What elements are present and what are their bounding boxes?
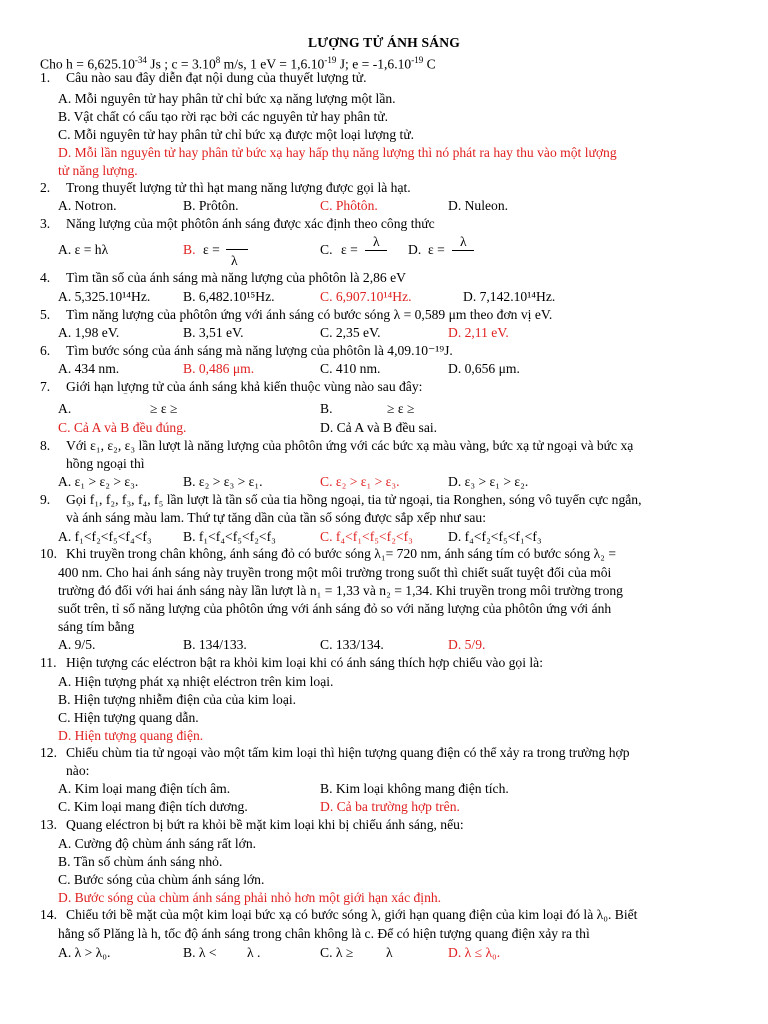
formula-c: ε = bbox=[341, 242, 358, 257]
question-text: Quang eléctron bị bứt ra khỏi bề mặt kim loại khi bị chiếu ánh sáng, nếu: bbox=[66, 817, 464, 832]
option-a: A. bbox=[58, 401, 72, 416]
question-text: Gọi f₁, f₂, f₃, f₄, f₅ lần lượt là tần số của tia hồng ngoại, tia tử ngoại, tia Ronghen, sóng vô tuyến cực ngắn, bbox=[66, 492, 642, 507]
formula-b-denominator: λ bbox=[231, 253, 238, 268]
option-b: B. f₁<f₄<f₅<f₂<f₃ bbox=[183, 529, 276, 544]
question-number: 14. bbox=[40, 907, 57, 922]
option-d-answer: D. Bước sóng của chùm ánh sáng phải nhỏ hơn một giới hạn xác định. bbox=[58, 890, 442, 905]
option-a: A. Hiện tượng phát xạ nhiệt eléctron trên kim loại. bbox=[58, 674, 334, 689]
option-a-formula: ≥ ε ≥ bbox=[150, 401, 178, 416]
option-a: A. Kim loại mang điện tích âm. bbox=[58, 781, 231, 796]
option-b: B. ε₂ > ε₃ > ε₁. bbox=[183, 474, 263, 489]
option-a: A. ε = hλ bbox=[58, 242, 109, 257]
question-text: Tìm năng lượng của phôtôn ứng với ánh sáng có bước sóng λ = 0,589 μm theo đơn vị eV. bbox=[66, 307, 553, 322]
option-d: D. Nuleon. bbox=[448, 198, 509, 213]
question-text: Giới hạn lượng tử của ánh sáng khả kiến thuộc vùng nào sau đây: bbox=[66, 379, 423, 394]
option-a: A. Mỗi nguyên tử hay phân tử chỉ bức xạ năng lượng một lần. bbox=[58, 91, 396, 106]
constants-line: Cho $h = 6,625.10^{-34}$ Js ; $c = 3.10^8$ m/s, 1 eV = $1,6.10^{-19}$ J; $e = -1,6.10^{-19}$ C bbox=[40, 55, 436, 72]
option-c: C. Hiện tượng quang dẫn. bbox=[58, 710, 199, 725]
formula-b: ε = bbox=[203, 242, 220, 257]
fraction-bar bbox=[226, 249, 248, 250]
option-c: C. 133/134. bbox=[320, 637, 384, 652]
question-text: Tìm bước sóng của ánh sáng mà năng lượng của phôtôn là 4,09.10⁻¹⁹J. bbox=[66, 343, 453, 358]
option-b: B. Prôtôn. bbox=[183, 198, 239, 213]
question-number: 1. bbox=[40, 70, 51, 85]
question-number: 2. bbox=[40, 180, 51, 195]
option-b: B. 134/133. bbox=[183, 637, 247, 652]
question-number: 3. bbox=[40, 216, 51, 231]
option-c: C. Kim loại mang điện tích dương. bbox=[58, 799, 248, 814]
option-d-answer: D. Cả ba trường hợp trên. bbox=[320, 799, 460, 814]
option-b: B. Hiện tượng nhiễm điện của của kim loại. bbox=[58, 692, 297, 707]
minus-mark: ‾ bbox=[124, 393, 127, 403]
question-text-cont: và ánh sáng màu lam. Thứ tự tăng dần của tần số sóng được sắp xếp như sau: bbox=[66, 510, 486, 525]
option-c-answer: C. f₄<f₁<f₅<f₂<f₃ bbox=[320, 529, 413, 544]
option-c: C. bbox=[320, 242, 333, 257]
option-d: D. 7,142.10¹⁴Hz. bbox=[463, 289, 556, 304]
option-d: D. Cả A và B đều sai. bbox=[320, 420, 438, 435]
fraction-bar bbox=[365, 250, 387, 251]
option-a: A. 434 nm. bbox=[58, 361, 120, 376]
question-number: 12. bbox=[40, 745, 57, 760]
page-title: LƯỢNG TỬ ÁNH SÁNG bbox=[307, 35, 461, 50]
option-b-answer: B. 0,486 μm. bbox=[183, 361, 255, 376]
option-d-answer: D. Hiện tượng quang điện. bbox=[58, 728, 204, 743]
option-d-answer-cont: tử năng lượng. bbox=[58, 163, 138, 178]
question-text: Năng lượng của một phôtôn ánh sáng được xác định theo công thức bbox=[66, 216, 435, 231]
question-text: Với ε₁, ε₂, ε₃ lần lượt là năng lượng của phôtôn ứng với các bức xạ màu vàng, bức xạ tử ngoại và bức xạ bbox=[66, 438, 634, 453]
question-text: Khi truyền trong chân không, ánh sáng đỏ có bước sóng λ₁= 720 nm, ánh sáng tím có bước sóng λ₂ = bbox=[66, 546, 616, 561]
question-number: 11. bbox=[40, 655, 57, 670]
question-text: Hiện tượng các eléctron bật ra khỏi kim loại khi có ánh sáng thích hợp chiếu vào gọi là: bbox=[66, 655, 543, 670]
question-text-cont: suốt trên, tỉ số năng lượng của phôtôn ứng với ánh sáng đỏ so với năng lượng của phôtôn ứng với ánh bbox=[58, 601, 612, 616]
question-text: Trong thuyết lượng tử thì hạt mang năng lượng được gọi là hạt. bbox=[66, 180, 411, 195]
option-b: B. Vật chất có cấu tạo rời rạc bởi các nguyên tử hay phân tử. bbox=[58, 109, 389, 124]
option-b: B. λ < bbox=[183, 945, 217, 960]
fraction-bar bbox=[452, 250, 474, 251]
question-number: 10. bbox=[40, 546, 57, 561]
option-c-answer: C. ε₂ > ε₁ > ε₃. bbox=[320, 474, 400, 489]
question-text-cont: hồng ngoại thì bbox=[66, 456, 145, 471]
question-text-cont: sáng tím bằng bbox=[58, 619, 135, 634]
option-c: C. Mỗi nguyên tử hay phân tử chỉ bức xạ được một loại lượng tử. bbox=[58, 127, 415, 142]
option-b: B. Kim loại không mang điện tích. bbox=[320, 781, 509, 796]
option-d-answer: D. 2,11 eV. bbox=[448, 325, 509, 340]
option-a: A. 5,325.10¹⁴Hz. bbox=[58, 289, 151, 304]
option-c-answer: C. Cả A và B đều đúng. bbox=[58, 420, 187, 435]
option-a: A. Cường độ chùm ánh sáng rất lớn. bbox=[58, 836, 257, 851]
option-a: A. Notron. bbox=[58, 198, 117, 213]
question-number: 9. bbox=[40, 492, 51, 507]
question-number: 5. bbox=[40, 307, 51, 322]
option-c-answer: C. Phôtôn. bbox=[320, 198, 378, 213]
option-d-answer: D. 5/9. bbox=[448, 637, 486, 652]
option-b-formula: ≥ ε ≥ bbox=[387, 401, 415, 416]
option-c-tail: λ bbox=[386, 945, 393, 960]
option-b: B. 3,51 eV. bbox=[183, 325, 244, 340]
formula-d: ε = bbox=[428, 242, 445, 257]
option-d-answer: D. Mỗi lần nguyên tử hay phân tử bức xạ hay hấp thụ năng lượng thì nó phát ra hay thu vào một lượng bbox=[58, 145, 617, 160]
option-b: B. bbox=[320, 401, 333, 416]
question-number: 13. bbox=[40, 817, 57, 832]
option-c-answer: C. 6,907.10¹⁴Hz. bbox=[320, 289, 412, 304]
option-b: B. Tần số chùm ánh sáng nhỏ. bbox=[58, 854, 223, 869]
option-d: D. ε₃ > ε₁ > ε₂. bbox=[448, 474, 529, 489]
question-text-cont: 400 nm. Cho hai ánh sáng này truyền trong một môi trường trong suốt thì chiết suất tuyệt đối của môi bbox=[58, 565, 612, 580]
formula-d-numerator: λ bbox=[460, 234, 467, 249]
option-a: A. ε₁ > ε₂ > ε₃. bbox=[58, 474, 139, 489]
question-number: 6. bbox=[40, 343, 51, 358]
question-number: 8. bbox=[40, 438, 51, 453]
question-text: Tìm tần số của ánh sáng mà năng lượng của phôtôn là 2,86 eV bbox=[66, 270, 406, 285]
question-text-cont: hằng số Plăng là h, tốc độ ánh sáng trong chân không là c. Để có hiện tượng quang điện xảy ra thì bbox=[58, 926, 590, 941]
option-d: D. 0,656 μm. bbox=[448, 361, 520, 376]
option-a: A. 1,98 eV. bbox=[58, 325, 120, 340]
question-number: 4. bbox=[40, 270, 51, 285]
question-text: Chiếu tới bề mặt của một kim loại bức xạ có bước sóng λ, giới hạn quang điện của kim loại đó là λ₀. Biết bbox=[66, 907, 638, 922]
option-d: D. f₄<f₂<f₅<f₁<f₃ bbox=[448, 529, 542, 544]
option-b: B. 6,482.10¹⁵Hz. bbox=[183, 289, 275, 304]
minus-mark: ‾ bbox=[232, 393, 235, 403]
option-a: A. f₁<f₂<f₅<f₄<f₃ bbox=[58, 529, 152, 544]
option-c: C. λ ≥ bbox=[320, 945, 354, 960]
option-a: A. λ > λ₀. bbox=[58, 945, 111, 960]
question-text-cont: trường đó đối với hai ánh sáng này lần lượt là n₁ = 1,33 và n₂ = 1,34. Khi truyền trong môi trường trong bbox=[58, 583, 623, 598]
formula-c-numerator: λ bbox=[373, 234, 380, 249]
option-d: D. bbox=[408, 242, 422, 257]
question-text-cont: nào: bbox=[66, 763, 90, 778]
question-text: Câu nào sau đây diễn đạt nội dung của thuyết lượng tử. bbox=[66, 70, 367, 85]
option-b-tail: λ . bbox=[247, 945, 261, 960]
option-c: C. 410 nm. bbox=[320, 361, 381, 376]
option-c: C. Bước sóng của chùm ánh sáng lớn. bbox=[58, 872, 265, 887]
option-c: C. 2,35 eV. bbox=[320, 325, 381, 340]
question-number: 7. bbox=[40, 379, 51, 394]
question-text: Chiếu chùm tia tử ngoại vào một tấm kim loại thì hiện tượng quang điện có thể xảy ra trong trường hợp bbox=[66, 745, 630, 760]
option-b-answer: B. bbox=[183, 242, 196, 257]
option-a: A. 9/5. bbox=[58, 637, 96, 652]
option-d-answer: D. λ ≤ λ₀. bbox=[448, 945, 501, 960]
